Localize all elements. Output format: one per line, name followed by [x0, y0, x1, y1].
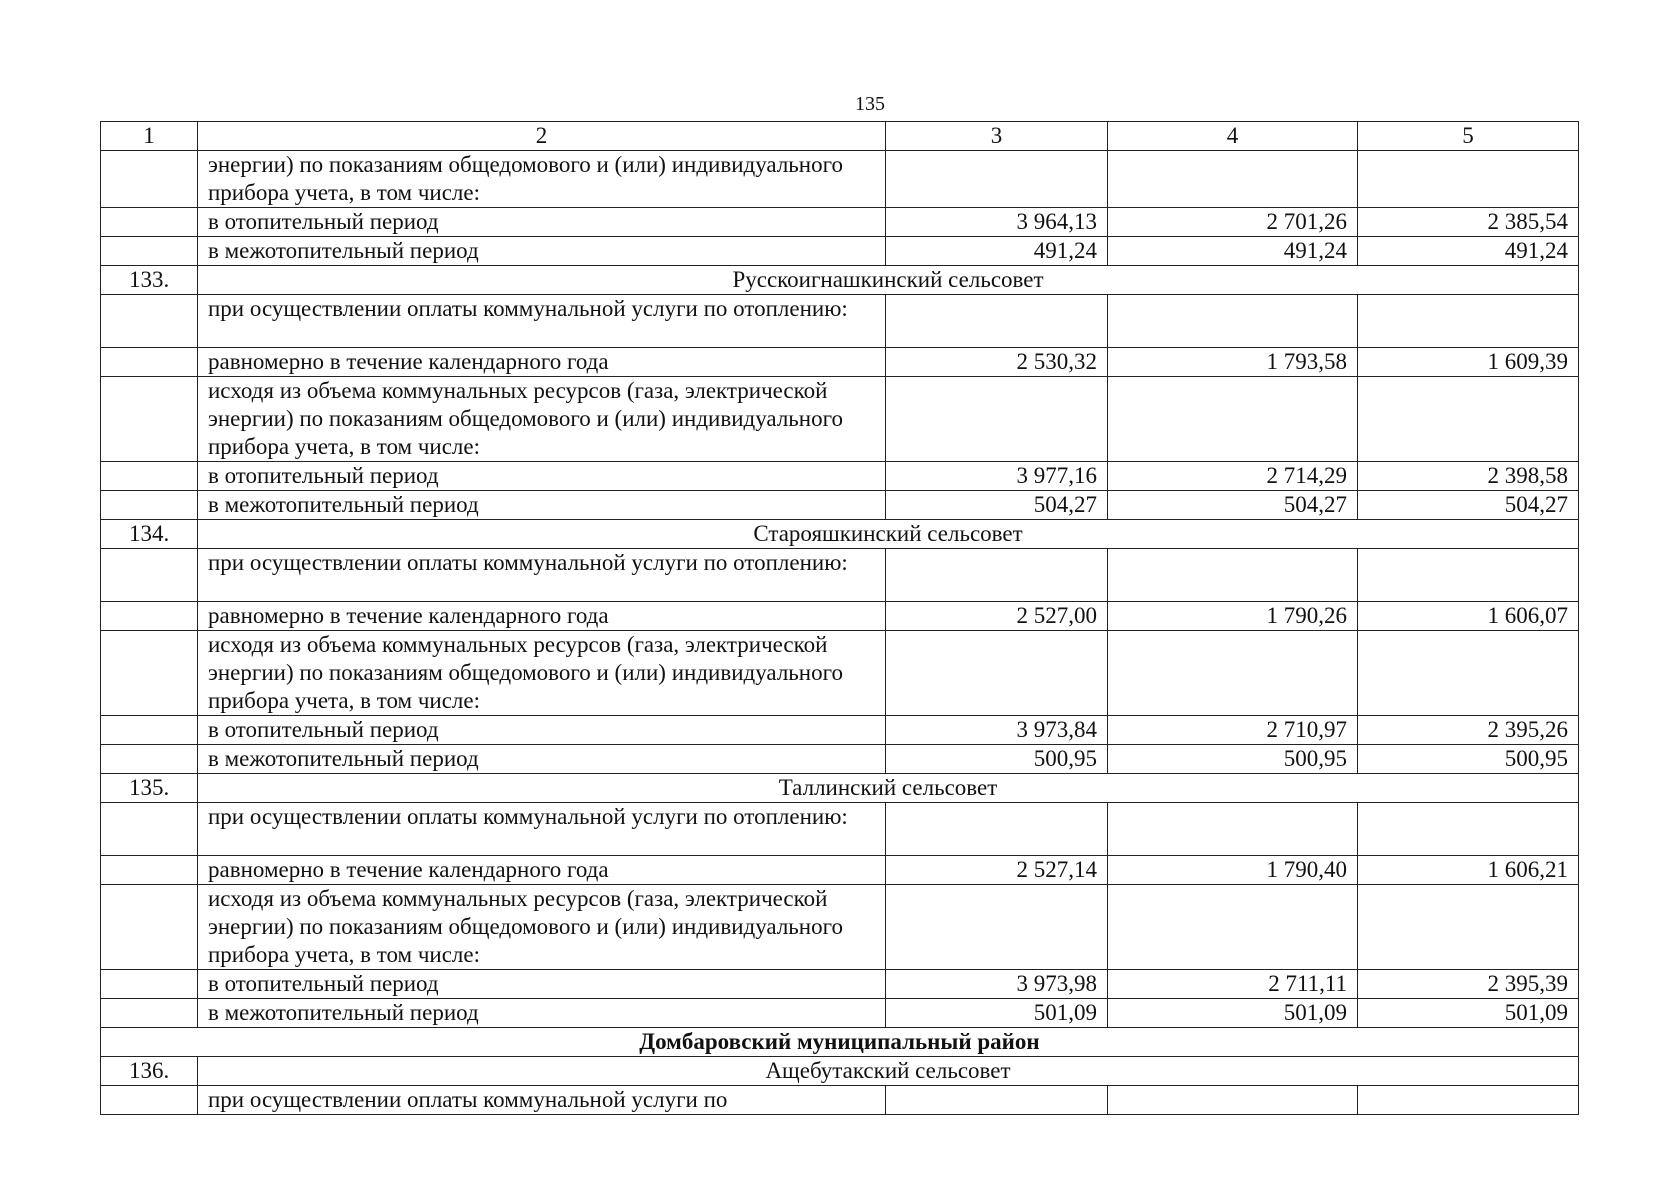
section-title-cell: Таллинский сельсовет [198, 774, 1579, 803]
row-value-col3: 3 977,16 [886, 462, 1108, 491]
row-value-col3: 501,09 [886, 999, 1108, 1028]
row-value-col4 [1108, 295, 1358, 348]
row-number-cell [101, 1086, 198, 1115]
section-title-cell: Русскоигнашкинский сельсовет [198, 266, 1579, 295]
row-number-cell [101, 491, 198, 520]
row-value-col5 [1358, 885, 1579, 970]
row-value-col5: 2 398,58 [1358, 462, 1579, 491]
row-number-cell [101, 803, 198, 856]
row-value-col3: 2 530,32 [886, 348, 1108, 377]
section-number-cell: 134. [101, 520, 198, 549]
row-value-col4: 501,09 [1108, 999, 1358, 1028]
section-number-cell: 133. [101, 266, 198, 295]
row-value-col4: 500,95 [1108, 745, 1358, 774]
row-value-col5 [1358, 549, 1579, 602]
section-row [101, 1057, 1579, 1086]
row-description-cell: равномерно в течение календарного года [198, 602, 886, 631]
row-description-cell: в межотопительный период [198, 491, 886, 520]
row-value-col5: 1 606,07 [1358, 602, 1579, 631]
row-value-col3: 500,95 [886, 745, 1108, 774]
tariff-table [100, 121, 1579, 1115]
row-value-col5: 2 385,54 [1358, 208, 1579, 237]
row-value-col4 [1108, 885, 1358, 970]
header-col-5: 5 [1358, 122, 1579, 151]
row-number-cell [101, 377, 198, 462]
section-number-cell: 135. [101, 774, 198, 803]
table-row [101, 208, 1579, 237]
row-value-col5 [1358, 1086, 1579, 1115]
row-number-cell [101, 549, 198, 602]
row-value-col5: 501,09 [1358, 999, 1579, 1028]
row-value-col4: 1 790,40 [1108, 856, 1358, 885]
page-number: 135 [855, 93, 885, 115]
row-description-cell: в отопительный период [198, 716, 886, 745]
row-number-cell [101, 602, 198, 631]
row-value-col4 [1108, 377, 1358, 462]
table-row [101, 602, 1579, 631]
row-value-col3 [886, 151, 1108, 208]
row-description-cell: в отопительный период [198, 970, 886, 999]
row-value-col5 [1358, 377, 1579, 462]
table-row [101, 151, 1579, 208]
row-value-col3 [886, 803, 1108, 856]
row-number-cell [101, 631, 198, 716]
header-col-3: 3 [886, 122, 1108, 151]
row-description-cell: в отопительный период [198, 462, 886, 491]
row-value-col4: 2 711,11 [1108, 970, 1358, 999]
section-number-cell: 136. [101, 1057, 198, 1086]
row-description-cell: исходя из объема коммунальных ресурсов (газа, электрической энергии) по показаниям общедомового и (или) индивидуального прибора учета, в том числе: [198, 631, 886, 716]
row-number-cell [101, 295, 198, 348]
row-number-cell [101, 208, 198, 237]
row-value-col3: 504,27 [886, 491, 1108, 520]
row-number-cell [101, 970, 198, 999]
row-value-col3: 491,24 [886, 237, 1108, 266]
row-number-cell [101, 348, 198, 377]
row-value-col4: 1 790,26 [1108, 602, 1358, 631]
row-value-col4 [1108, 803, 1358, 856]
row-description-cell: в межотопительный период [198, 999, 886, 1028]
row-value-col5: 491,24 [1358, 237, 1579, 266]
row-description-cell: при осуществлении оплаты коммунальной услуги по отоплению: [198, 549, 886, 602]
table-row [101, 716, 1579, 745]
row-value-col3 [886, 1086, 1108, 1115]
row-value-col3 [886, 295, 1108, 348]
row-description-cell: исходя из объема коммунальных ресурсов (газа, электрической энергии) по показаниям общедомового и (или) индивидуального прибора учета, в том числе: [198, 885, 886, 970]
row-value-col5: 1 609,39 [1358, 348, 1579, 377]
table-row [101, 1086, 1579, 1115]
row-number-cell [101, 151, 198, 208]
table-row [101, 462, 1579, 491]
row-number-cell [101, 885, 198, 970]
row-value-col3: 3 973,84 [886, 716, 1108, 745]
section-title-cell: Ащебутакский сельсовет [198, 1057, 1579, 1086]
row-value-col3 [886, 631, 1108, 716]
row-value-col4: 491,24 [1108, 237, 1358, 266]
row-value-col4: 504,27 [1108, 491, 1358, 520]
table-row [101, 491, 1579, 520]
table-row [101, 295, 1579, 348]
district-title-cell: Домбаровский муниципальный район [101, 1028, 1579, 1057]
table-row [101, 631, 1579, 716]
row-value-col4: 2 701,26 [1108, 208, 1358, 237]
row-value-col3 [886, 549, 1108, 602]
row-description-cell: при осуществлении оплаты коммунальной услуги по отоплению: [198, 803, 886, 856]
row-description-cell: равномерно в течение календарного года [198, 348, 886, 377]
row-description-cell: в межотопительный период [198, 237, 886, 266]
table-row [101, 970, 1579, 999]
row-value-col5 [1358, 803, 1579, 856]
header-col-4: 4 [1108, 122, 1358, 151]
row-value-col3: 3 973,98 [886, 970, 1108, 999]
row-value-col3: 2 527,14 [886, 856, 1108, 885]
district-row [101, 1028, 1579, 1057]
row-value-col5: 1 606,21 [1358, 856, 1579, 885]
row-value-col3: 3 964,13 [886, 208, 1108, 237]
section-row [101, 266, 1579, 295]
header-col-1: 1 [101, 122, 198, 151]
row-description-cell: при осуществлении оплаты коммунальной услуги по отоплению: [198, 295, 886, 348]
table-row [101, 549, 1579, 602]
row-number-cell [101, 237, 198, 266]
row-value-col5: 500,95 [1358, 745, 1579, 774]
row-value-col4: 2 710,97 [1108, 716, 1358, 745]
header-col-2: 2 [198, 122, 886, 151]
section-row [101, 520, 1579, 549]
row-value-col3: 2 527,00 [886, 602, 1108, 631]
row-value-col4: 1 793,58 [1108, 348, 1358, 377]
row-value-col5 [1358, 151, 1579, 208]
row-number-cell [101, 745, 198, 774]
row-description-cell: в межотопительный период [198, 745, 886, 774]
table-row [101, 856, 1579, 885]
row-number-cell [101, 856, 198, 885]
row-value-col3 [886, 377, 1108, 462]
row-value-col4 [1108, 1086, 1358, 1115]
table-row [101, 348, 1579, 377]
table-header-row [101, 122, 1579, 151]
row-value-col5: 2 395,39 [1358, 970, 1579, 999]
row-description-cell: в отопительный период [198, 208, 886, 237]
row-number-cell [101, 462, 198, 491]
row-value-col4 [1108, 549, 1358, 602]
row-value-col5: 504,27 [1358, 491, 1579, 520]
row-description-cell: при осуществлении оплаты коммунальной услуги по [198, 1086, 886, 1115]
row-description-cell: исходя из объема коммунальных ресурсов (газа, электрической энергии) по показаниям общедомового и (или) индивидуального прибора учета, в том числе: [198, 377, 886, 462]
row-value-col5 [1358, 295, 1579, 348]
row-value-col3 [886, 885, 1108, 970]
row-number-cell [101, 716, 198, 745]
row-value-col4 [1108, 631, 1358, 716]
row-description-cell: равномерно в течение календарного года [198, 856, 886, 885]
row-description-cell: энергии) по показаниям общедомового и (или) индивидуального прибора учета, в том числе: [198, 151, 886, 208]
row-number-cell [101, 999, 198, 1028]
row-value-col5: 2 395,26 [1358, 716, 1579, 745]
table-row [101, 237, 1579, 266]
row-value-col5 [1358, 631, 1579, 716]
section-row [101, 774, 1579, 803]
table-row [101, 803, 1579, 856]
table-row [101, 377, 1579, 462]
table-row [101, 745, 1579, 774]
row-value-col4 [1108, 151, 1358, 208]
table-row [101, 999, 1579, 1028]
table-row [101, 885, 1579, 970]
row-value-col4: 2 714,29 [1108, 462, 1358, 491]
section-title-cell: Старояшкинский сельсовет [198, 520, 1579, 549]
